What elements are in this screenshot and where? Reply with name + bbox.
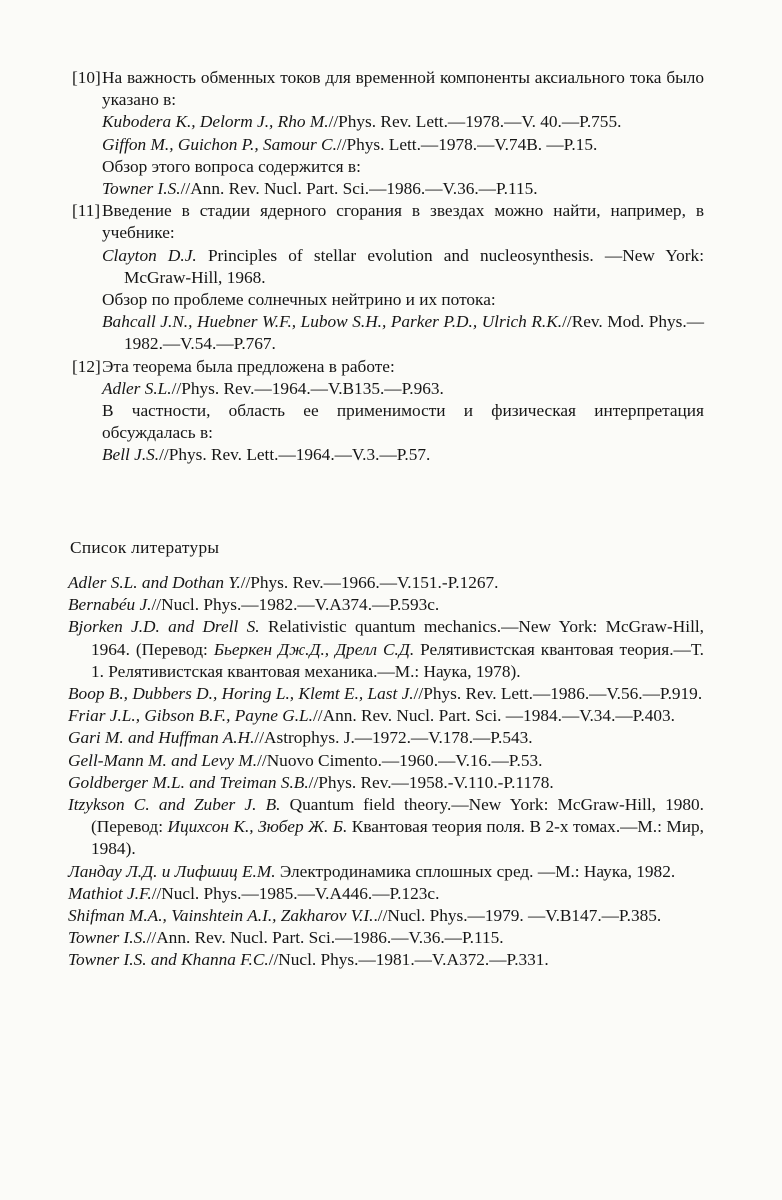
note-text: Обзор по проблеме солнечных нейтрино и их потока: [102,290,496,310]
citation [102,378,704,400]
entry-translation-source: Релятивистская квантовая теория.—Т. 1. Релятивистская квантовая механика.—М.: Наука, 1978). [91,639,704,681]
entry-source: .//Nucl. Phys.—1979. —V.B147.—P.385. [373,906,662,926]
entry-source: Электродинамика сплошных сред. —М.: Наука, 1982. [275,861,676,881]
entry-authors: Ландау Л.Д. и Лифшиц Е.М. [68,861,276,881]
entry-source: //Nucl. Phys.—1985.—V.A446.—P.123c. [151,883,440,903]
bibliography-list [68,572,704,972]
bibliography-entry [68,772,704,794]
entry-source: //Astrophys. J.—1972.—V.178.—P.543. [254,728,533,748]
citation [102,111,704,133]
note-intro: Введение в стадии ядерного сгорания в звездах можно найти, например, в учебнике: [102,201,704,243]
citation [102,311,704,355]
entry-source: //Nucl. Phys.—1981.—V.A372.—P.331. [268,950,549,970]
entry-authors: Boop B., Dubbers D., Horing L., Klemt E., Last J. [68,684,414,704]
entry-authors: Gari M. and Huffman A.H. [68,728,255,748]
bibliography-entry [68,750,704,772]
entry-source: //Phys. Rev.—1966.—V.151.-P.1267. [240,573,499,592]
citation-authors: Bell J.S. [102,445,160,465]
bibliography-heading: Список литературы [70,538,220,557]
entry-authors: Mathiot J.F. [68,883,152,903]
entry-source: //Nuovo Cimento.—1960.—V.16.—P.53. [257,750,543,770]
citation [102,444,704,466]
citation-source: //Rev. Mod. Phys.—1982.—V.54.—P.767. [124,312,705,354]
citation-source: //Phys. Rev.—1964.—V.B135.—P.963. [171,378,444,398]
note-text: Обзор этого вопроса содержится в: [102,156,361,176]
citation-source: //Phys. Lett.—1978.—V.74B. —P.15. [336,134,598,154]
citation-authors: Kubodera K., Delorm J., Rho M. [102,112,329,132]
entry-authors: Bjorken J.D. and Drell S. [68,617,260,637]
entry-source: Quantum field theory.—New York: McGraw-Hill, 1980. (Перевод: [91,795,705,837]
note-text: В частности, область ее применимости и физическая интерпретация обсуждалась в: [102,401,704,443]
entry-authors: Friar J.L., Gibson B.F., Payne G.L. [68,706,313,726]
bibliography-entry [68,927,704,949]
citation-authors: Giffon M., Guichon P., Samour C. [102,134,337,154]
entry-translation-authors: Бьеркен Дж.Д., Дрелл С.Д. [213,639,415,659]
entry-authors: Adler S.L. and Dothan Y. [68,573,241,592]
citation-authors: Clayton D.J. [102,245,197,265]
bibliography-entry [68,883,704,905]
citation [102,134,704,156]
note-10 [72,67,704,200]
bibliography-entry [68,905,704,927]
citation-source: //Phys. Rev. Lett.—1978.—V. 40.—P.755. [328,112,622,132]
entry-source: //Nucl. Phys.—1982.—V.A374.—P.593c. [151,595,440,615]
entry-authors: Itzykson C. and Zuber J. B. [68,795,281,815]
citation-source: //Phys. Rev. Lett.—1964.—V.3.—P.57. [159,445,431,465]
bibliography-entry [68,949,704,971]
bibliography-entry [68,705,704,727]
bibliography-entry [68,683,704,705]
note-intro: Эта теорема была предложена в работе: [102,356,395,376]
citation-source: Principles of stellar evolution and nucleosynthesis. —New York: McGraw-Hill, 1968. [124,245,704,287]
citation [102,245,704,289]
entry-source: //Phys. Rev. Lett.—1986.—V.56.—P.919. [413,684,703,704]
note-number: [11] [72,201,101,221]
bibliography-entry [68,727,704,749]
note-number: [10] [72,68,101,87]
entry-authors: Bernabéu J. [68,595,152,615]
bibliography-entry [68,616,704,683]
entry-translation-source: Квантовая теория поля. В 2-х томах.—М.: Мир, 1984). [91,817,704,859]
notes-section [72,67,704,467]
citation-authors: Adler S.L. [102,378,172,398]
note-12 [72,356,704,467]
entry-authors: Towner I.S. and Khanna F.C. [68,950,269,970]
entry-authors: Towner I.S. [68,928,147,948]
bibliography-entry [68,861,704,883]
entry-authors: Goldberger M.L. and Treiman S.B. [68,772,309,792]
bibliography-entry [68,594,704,616]
bibliography-entry [68,572,704,594]
entry-source: //Phys. Rev.—1958.-V.110.-P.1178. [308,772,554,792]
bibliography-entry [68,794,704,861]
citation [102,178,704,200]
citation-authors: Towner I.S. [102,179,181,199]
entry-source: //Ann. Rev. Nucl. Part. Sci. —1984.—V.34.—P.403. [312,706,675,726]
citation-authors: Bahcall J.N., Huebner W.F., Lubow S.H., Parker P.D., Ulrich R.K. [102,312,563,332]
citation-source: //Ann. Rev. Nucl. Part. Sci.—1986.—V.36.—P.115. [180,179,538,199]
entry-source: Relativistic quantum mechanics.—New York: McGraw-Hill, 1964. (Перевод: [91,617,704,659]
note-intro: На важность обменных токов для временной компоненты аксиального тока было указано в: [102,68,704,110]
entry-authors: Gell-Mann M. and Levy M. [68,750,258,770]
note-number: [12] [72,356,101,376]
note-11 [72,200,704,355]
entry-source: //Ann. Rev. Nucl. Part. Sci.—1986.—V.36.—P.115. [146,928,504,948]
entry-translation-authors: Ицихсон К., Зюбер Ж. Б. [167,817,348,837]
entry-authors: Shifman M.A., Vainshtein A.I., Zakharov V.I. [68,906,374,926]
